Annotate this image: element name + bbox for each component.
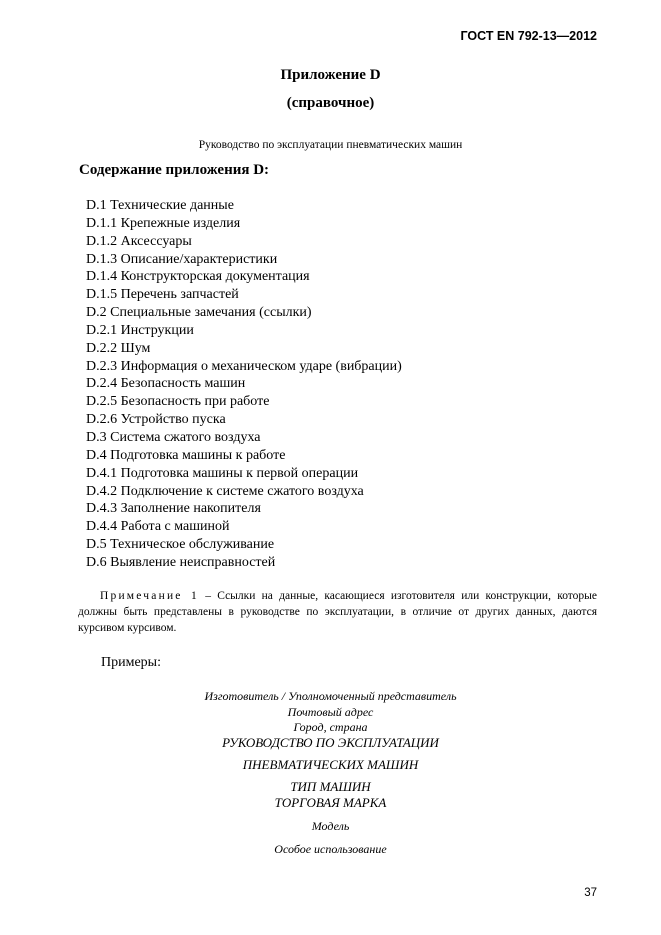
note-label: Примечание 1 bbox=[100, 590, 200, 602]
toc-item: D.1.3 Описание/характеристики bbox=[86, 251, 278, 267]
toc-item: D.1.1 Крепежные изделия bbox=[86, 215, 241, 231]
toc-item: D.2.4 Безопасность машин bbox=[86, 376, 246, 392]
toc-item: D.2 Специальные замечания (ссылки) bbox=[86, 305, 312, 321]
toc-item: D.4.4 Работа с машиной bbox=[86, 519, 230, 535]
example-line: ПНЕВМАТИЧЕСКИХ МАШИН bbox=[242, 757, 419, 772]
toc-item: D.6 Выявление неисправностей bbox=[86, 554, 276, 570]
toc-item: D.3 Система сжатого воздуха bbox=[86, 429, 261, 445]
toc-item: D.4.3 Заполнение накопителя bbox=[86, 501, 261, 517]
example-line: ТИП МАШИН bbox=[290, 779, 371, 794]
toc-item: D.4.1 Подготовка машины к первой операции bbox=[86, 465, 359, 481]
example-line: ТОРГОВАЯ МАРКА bbox=[274, 795, 387, 810]
example-line: Город, страна bbox=[293, 720, 368, 734]
toc-item: D.5 Техническое обслуживание bbox=[86, 537, 275, 553]
annex-subtitle: Руководство по эксплуатации пневматических машин bbox=[198, 139, 463, 151]
toc-item: D.1.4 Конструкторская документация bbox=[86, 269, 310, 285]
contents-heading: Содержание приложения D: bbox=[79, 162, 270, 178]
examples-label: Примеры: bbox=[101, 655, 161, 670]
note-text: – Ссылки на данные, касающиеся изготовителя или конструкции, которые должны быть представлены в руководстве по эксплуатации, в отличие от других данных, даются курсивом курсивом. bbox=[78, 590, 598, 634]
toc-item: D.2.6 Устройство пуска bbox=[86, 412, 226, 428]
toc-item: D.4 Подготовка машины к работе bbox=[86, 447, 286, 463]
standard-designation: ГОСТ EN 792-13—2012 bbox=[460, 29, 597, 43]
annex-type: (справочное) bbox=[286, 95, 375, 111]
toc-item: D.1.2 Аксессуары bbox=[86, 233, 192, 249]
toc-item: D.1 Технические данные bbox=[86, 198, 234, 213]
toc-item: D.2.2 Шум bbox=[86, 340, 151, 356]
example-line: Модель bbox=[311, 819, 350, 833]
example-line: Изготовитель / Уполномоченный представитель bbox=[204, 689, 457, 703]
example-line: Особое использование bbox=[274, 842, 387, 856]
toc-item: D.1.5 Перечень запчастей bbox=[86, 287, 239, 303]
table-of-contents bbox=[86, 197, 402, 572]
example-line: РУКОВОДСТВО ПО ЭКСПЛУАТАЦИИ bbox=[222, 735, 439, 750]
toc-item: D.2.1 Инструкции bbox=[86, 322, 194, 338]
example-line: Почтовый адрес bbox=[287, 705, 374, 719]
toc-item: D.4.2 Подключение к системе сжатого воздуха bbox=[86, 483, 364, 499]
note-paragraph bbox=[78, 588, 597, 636]
toc-item: D.2.3 Информация о механическом ударе (вибрации) bbox=[86, 358, 402, 374]
annex-title: Приложение D bbox=[280, 67, 381, 83]
page-number: 37 bbox=[584, 887, 597, 899]
toc-item: D.2.5 Безопасность при работе bbox=[86, 394, 270, 410]
